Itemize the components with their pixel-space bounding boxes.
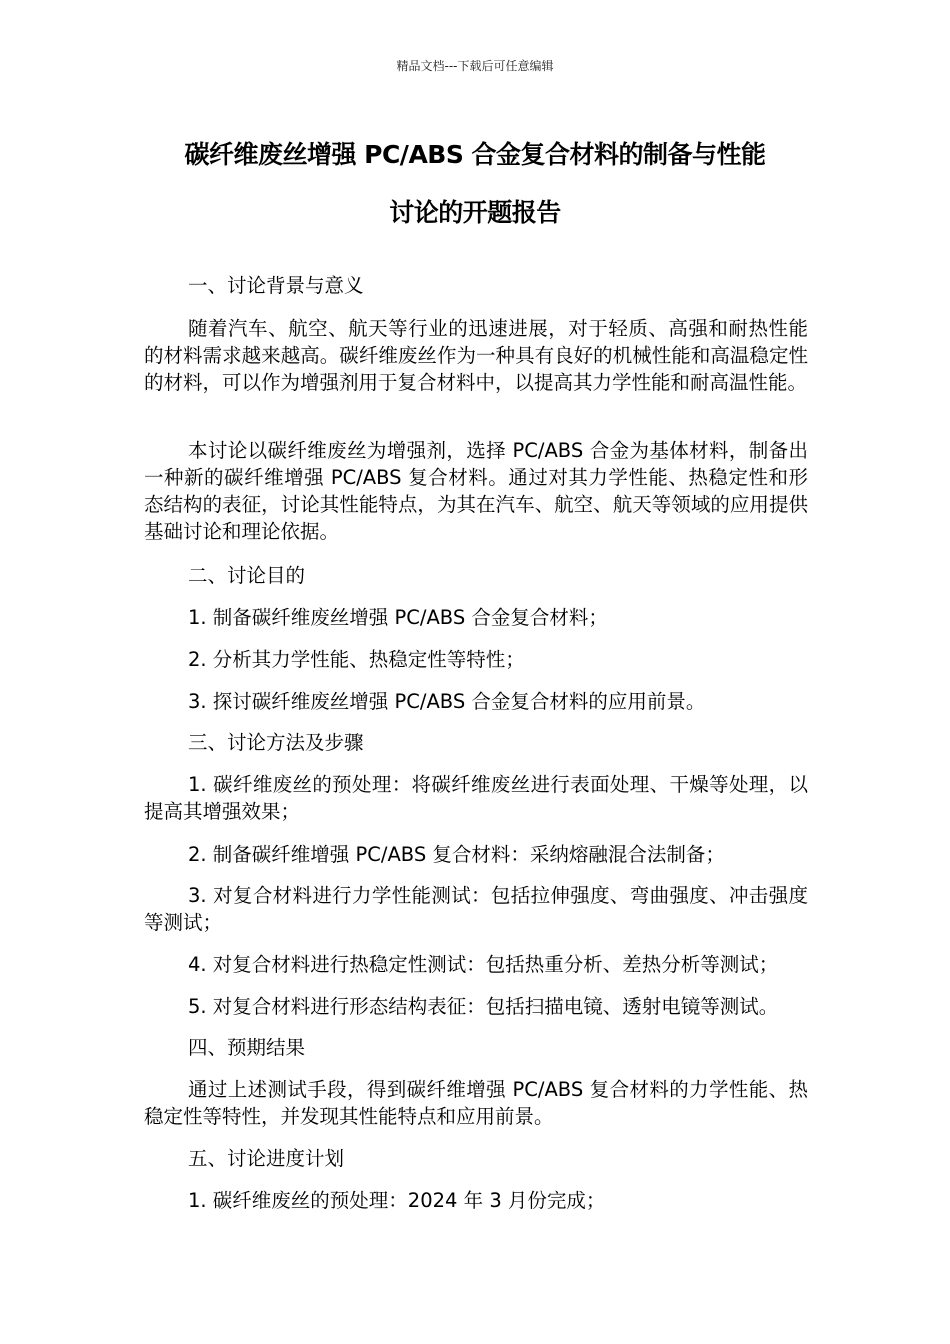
method-item-5: 5. 对复合材料进行形态结构表征：包括扫描电镜、透射电镜等测试。 [188, 995, 779, 1018]
method-item-4: 4. 对复合材料进行热稳定性测试：包括热重分析、差热分析等测试； [188, 953, 779, 976]
section-heading-methods: 三、讨论方法及步骤 [188, 731, 364, 754]
section-heading-results: 四、预期结果 [188, 1036, 306, 1059]
objective-item-3: 3. 探讨碳纤维废丝增强 PC/ABS 合金复合材料的应用前景。 [188, 690, 706, 713]
schedule-item-1: 1. 碳纤维废丝的预处理：2024 年 3 月份完成； [188, 1189, 606, 1212]
background-paragraph-1: 随着汽车、航空、航天等行业的迅速进展，对于轻质、高强和耐热性能的材料需求越来越高。碳纤维废丝作为一种具有良好的机械性能和高温稳定性的材料，可以作为增强剂用于复合材料中，以提高其力学性能和耐高温性能。 [144, 317, 808, 394]
method-item-3: 3. 对复合材料进行力学性能测试：包括拉伸强度、弯曲强度、冲击强度等测试； [144, 884, 808, 934]
header-note: 精品文档---下载后可任意编辑 [396, 59, 554, 73]
section-heading-schedule: 五、讨论进度计划 [188, 1147, 345, 1170]
method-item-2: 2. 制备碳纤维增强 PC/ABS 复合材料：采纳熔融混合法制备； [188, 843, 725, 866]
results-paragraph: 通过上述测试手段，得到碳纤维增强 PC/ABS 复合材料的力学性能、热稳定性等特性，并发现其性能特点和应用前景。 [144, 1078, 808, 1128]
method-item-1: 1. 碳纤维废丝的预处理：将碳纤维废丝进行表面处理、干燥等处理，以提高其增强效果； [144, 773, 808, 823]
document-title-line-1: 碳纤维废丝增强 PC/ABS 合金复合材料的制备与性能 [184, 140, 766, 169]
objective-item-2: 2. 分析其力学性能、热稳定性等特性； [188, 648, 525, 671]
document-title-line-2: 讨论的开题报告 [389, 198, 561, 227]
objective-item-1: 1. 制备碳纤维废丝增强 PC/ABS 合金复合材料； [188, 606, 608, 629]
section-heading-objectives: 二、讨论目的 [188, 564, 306, 587]
section-heading-background: 一、讨论背景与意义 [188, 274, 364, 297]
background-paragraph-2: 本讨论以碳纤维废丝为增强剂，选择 PC/ABS 合金为基体材料，制备出一种新的碳纤维增强 PC/ABS 复合材料。通过对其力学性能、热稳定性和形态结构的表征，讨论其性能特点，为其在汽车、航空、航天等领域的应用提供基础讨论和理论依据。 [144, 439, 808, 543]
